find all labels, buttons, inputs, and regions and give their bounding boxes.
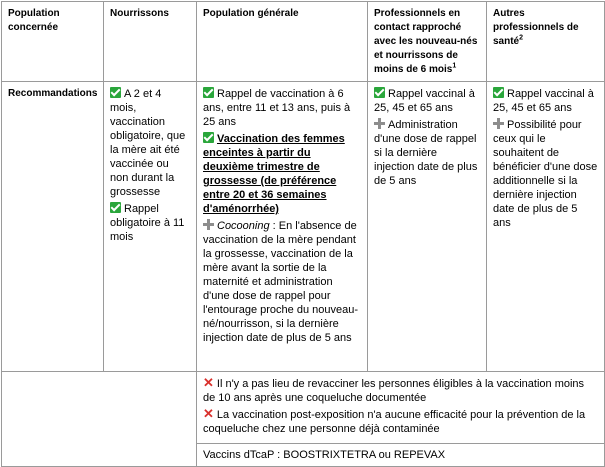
plus-icon <box>374 118 385 129</box>
nourrissons-item-2-text: Rappel obligatoire à 11 mois <box>110 203 185 243</box>
header-professionnels-contact-text: Professionnels en contact rapproché avec les nouveau-nés et nourrissons de moins de 6 mois <box>374 8 478 75</box>
nourrissons-item-1 <box>110 87 190 199</box>
recommendations-row <box>2 82 605 372</box>
professionnels-contact-item-2-text: Administration d'une dose de rappel si la dernière injection date de plus de 5 ans <box>374 119 478 187</box>
plus-icon <box>493 118 504 129</box>
population-generale-item-3 <box>203 219 361 345</box>
plus-icon <box>203 219 214 230</box>
header-autres-professionnels <box>487 2 605 82</box>
population-generale-item-1 <box>203 87 361 129</box>
note-1-text: Il n'y a pas lieu de revacciner les personnes éligibles à la vaccination moins de 10 ans après une coqueluche documentée <box>203 378 585 404</box>
footnote-marker-2: 2 <box>519 34 524 42</box>
vaccination-recommendations-table <box>1 1 605 467</box>
cell-vaccins: Vaccins dTcaP : BOOSTRIXTETRA ou REPEVAX <box>197 444 605 467</box>
population-generale-item-3-text: : En l'absence de vaccination de la mère pendant la grossesse, vaccination de la mère avant la sortie de la maternité et administration d'une dose de rappel pour l'entourage proche du nouveau-né/nourrisson, si la dernière injection date de plus de 5 ans <box>203 220 358 344</box>
cell-professionnels-contact <box>368 82 487 372</box>
row-label-recommandations: Recommandations <box>2 82 104 372</box>
header-row <box>2 2 605 82</box>
cocooning-term: Cocooning <box>217 220 270 232</box>
autres-professionnels-item-2-text: Possibilité pour ceux qui le souhaitent de bénéficier d'une dose additionnelle si la dernière injection date de plus de 5 ans <box>493 119 598 229</box>
check-icon <box>493 87 504 98</box>
footnote-marker-1: 1 <box>452 62 457 70</box>
professionnels-contact-item-1-text: Rappel vaccinal à 25, 45 et 65 ans <box>374 88 475 114</box>
professionnels-contact-item-2 <box>374 118 480 188</box>
autres-professionnels-item-2 <box>493 118 598 230</box>
header-population-generale: Population générale <box>197 2 368 82</box>
cell-nourrissons <box>104 82 197 372</box>
population-generale-item-1-text: Rappel de vaccination à 6 ans, entre 11 et 13 ans, puis à 25 ans <box>203 88 351 128</box>
header-autres-professionnels-text: Autres professionnels de santé <box>493 8 579 47</box>
professionnels-contact-item-1 <box>374 87 480 115</box>
nourrissons-item-1-text: A 2 et 4 mois, vaccination obligatoire, que la mère ait été vaccinée ou non durant la grossesse <box>110 88 186 198</box>
cross-icon: ✕ <box>203 375 214 390</box>
cell-notes <box>197 372 605 444</box>
check-icon <box>374 87 385 98</box>
note-1 <box>203 377 598 405</box>
header-nourrissons: Nourrissons <box>104 2 197 82</box>
check-icon <box>203 87 214 98</box>
header-population-concernee: Population concernée <box>2 2 104 82</box>
autres-professionnels-item-1-text: Rappel vaccinal à 25, 45 et 65 ans <box>493 88 594 114</box>
nourrissons-item-2 <box>110 202 190 244</box>
cross-icon: ✕ <box>203 406 214 421</box>
note-2-text: La vaccination post-exposition n'a aucune efficacité pour la prévention de la coqueluche chez une personne déjà contaminée <box>203 409 586 435</box>
empty-cell <box>2 372 197 467</box>
header-professionnels-contact <box>368 2 487 82</box>
notes-row <box>2 372 605 444</box>
cell-population-generale <box>197 82 368 372</box>
check-icon <box>110 202 121 213</box>
population-generale-item-2-text: Vaccination des femmes enceintes à partir du deuxième trimestre de grossesse (de préférence entre 20 et 36 semaines d'aménorrhée) <box>203 133 345 215</box>
check-icon <box>203 132 214 143</box>
autres-professionnels-item-1 <box>493 87 598 115</box>
cell-autres-professionnels <box>487 82 605 372</box>
note-2 <box>203 408 598 436</box>
check-icon <box>110 87 121 98</box>
population-generale-item-2 <box>203 132 361 216</box>
